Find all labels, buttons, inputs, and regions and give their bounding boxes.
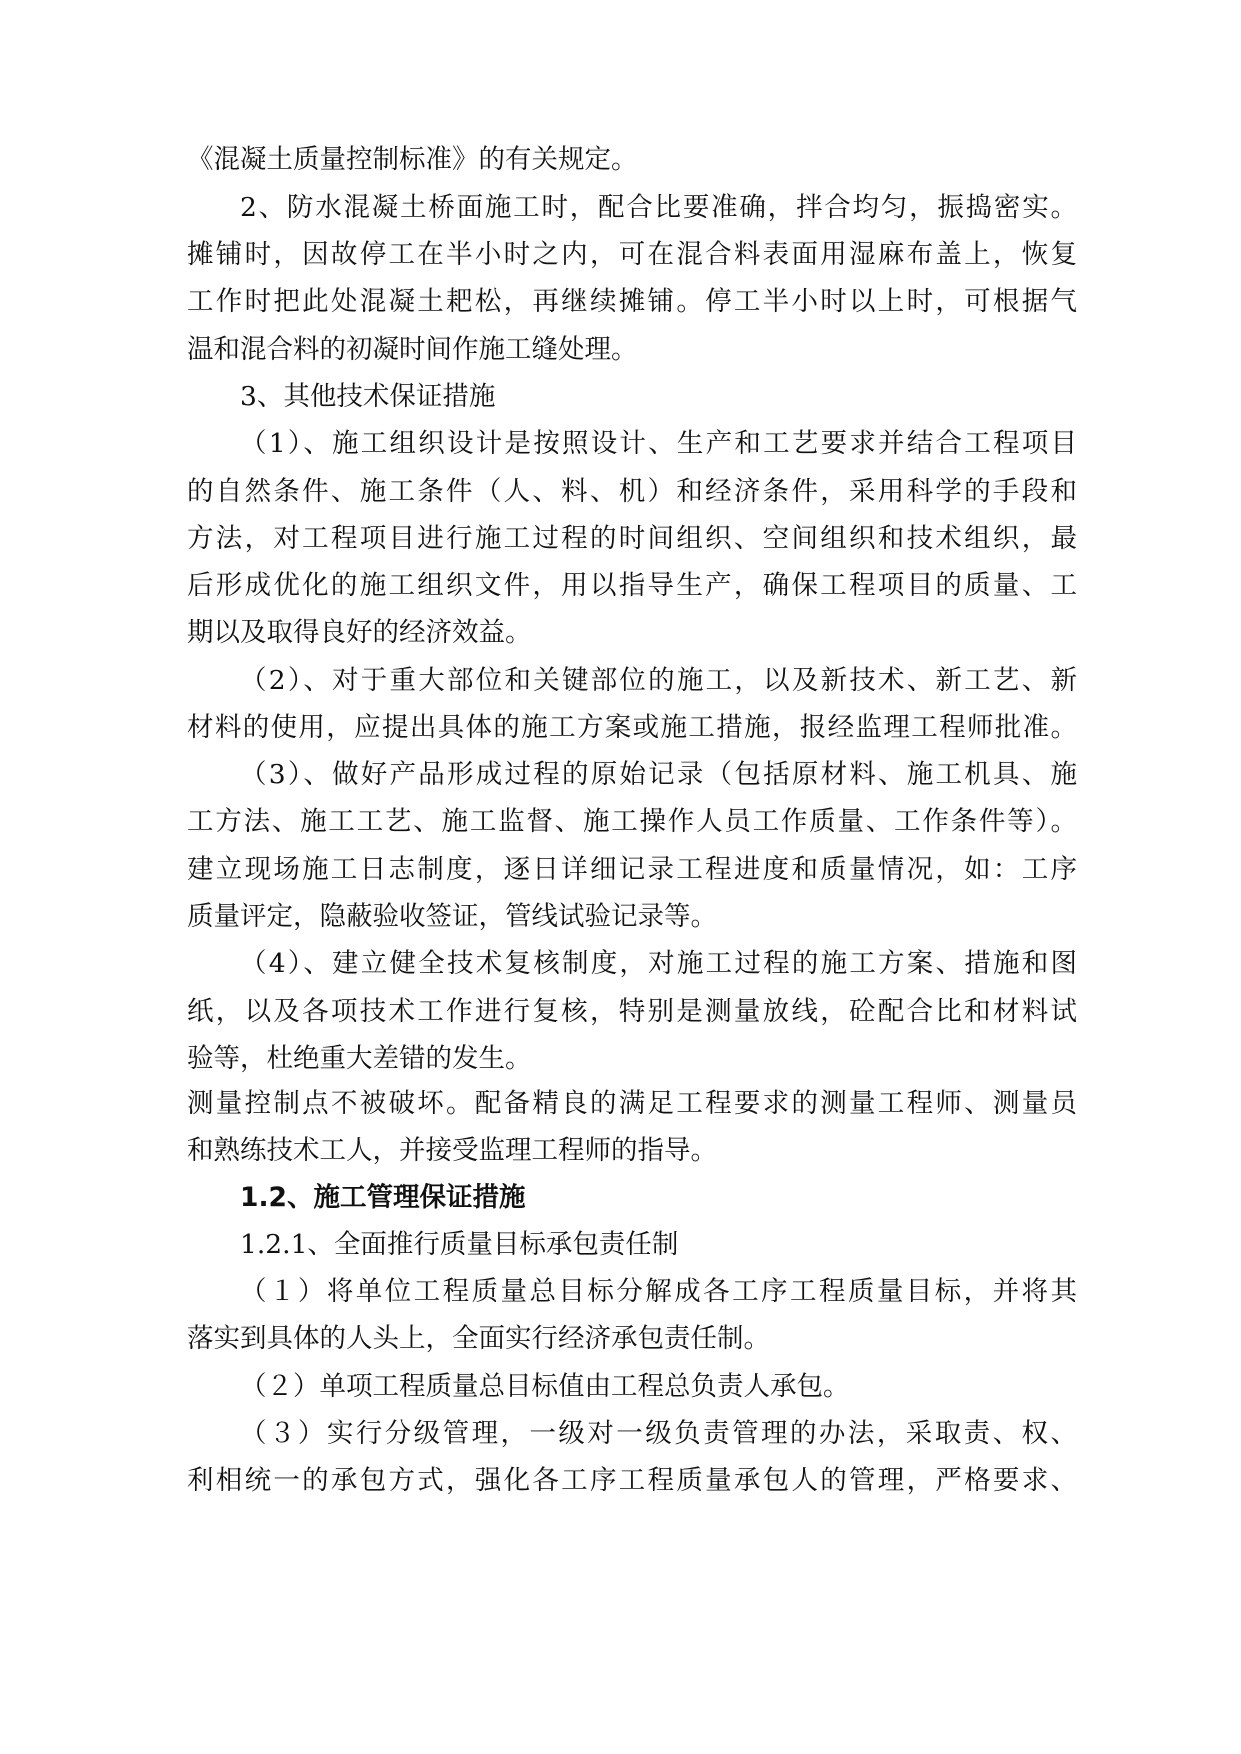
- text-line: 工方法、施工工艺、施工监督、施工操作人员工作质量、工作条件等）。: [187, 806, 1077, 837]
- text-line: 质量评定，隐蔽验收签证，管线试验记录等。: [187, 901, 717, 932]
- paragraph-first-line: （2）、对于重大部位和关键部位的施工，以及新技术、新工艺、新: [240, 665, 1077, 696]
- text-line: 利相统一的承包方式，强化各工序工程质量承包人的管理，严格要求、: [187, 1465, 1077, 1496]
- paragraph-first-line: （1）、施工组织设计是按照设计、生产和工艺要求并结合工程项目: [240, 428, 1077, 459]
- paragraph-first-line: （１）将单位工程质量总目标分解成各工序工程质量目标，并将其: [240, 1276, 1077, 1307]
- text-line: 工作时把此处混凝土耙松，再继续摊铺。停工半小时以上时，可根据气: [187, 286, 1077, 317]
- text-line: 的自然条件、施工条件（人、料、机）和经济条件，采用科学的手段和: [187, 476, 1077, 507]
- text-line: 建立现场施工日志制度，逐日详细记录工程进度和质量情况，如：工序: [187, 854, 1077, 885]
- text-line: 摊铺时，因故停工在半小时之内，可在混合料表面用湿麻布盖上，恢复: [187, 239, 1077, 270]
- text-line: 后形成优化的施工组织文件，用以指导生产，确保工程项目的质量、工: [187, 570, 1077, 601]
- subsection-title: 3、其他技术保证措施: [240, 381, 496, 412]
- paragraph-first-line: （２）单项工程质量总目标值由工程总负责人承包。: [240, 1371, 850, 1402]
- text-line: 纸，以及各项技术工作进行复核，特别是测量放线，砼配合比和材料试: [187, 996, 1077, 1027]
- paragraph-first-line: （4）、建立健全技术复核制度，对施工过程的施工方案、措施和图: [240, 948, 1077, 979]
- text-line: 《混凝土质量控制标准》的有关规定。: [187, 144, 638, 175]
- section-heading: 1.2、施工管理保证措施: [240, 1182, 526, 1213]
- text-line: 测量控制点不被破坏。配备精良的满足工程要求的测量工程师、测量员: [187, 1088, 1077, 1119]
- subsection-title: 1.2.1、全面推行质量目标承包责任制: [240, 1229, 679, 1260]
- text-line: 材料的使用，应提出具体的施工方案或施工措施，报经监理工程师批准。: [187, 712, 1077, 743]
- text-line: 落实到具体的人头上，全面实行经济承包责任制。: [187, 1323, 770, 1354]
- text-line: 验等，杜绝重大差错的发生。: [187, 1043, 532, 1074]
- text-line: 和熟练技术工人，并接受监理工程师的指导。: [187, 1135, 717, 1166]
- paragraph-first-line: （３）实行分级管理，一级对一级负责管理的办法，采取责、权、: [240, 1418, 1077, 1449]
- text-line: 温和混合料的初凝时间作施工缝处理。: [187, 334, 638, 365]
- text-line: 期以及取得良好的经济效益。: [187, 617, 532, 648]
- paragraph-first-line: （3）、做好产品形成过程的原始记录（包括原材料、施工机具、施: [240, 759, 1077, 790]
- text-line: 方法，对工程项目进行施工过程的时间组织、空间组织和技术组织，最: [187, 523, 1077, 554]
- paragraph-first-line: 2、防水混凝土桥面施工时，配合比要准确，拌合均匀，振捣密实。: [240, 192, 1077, 223]
